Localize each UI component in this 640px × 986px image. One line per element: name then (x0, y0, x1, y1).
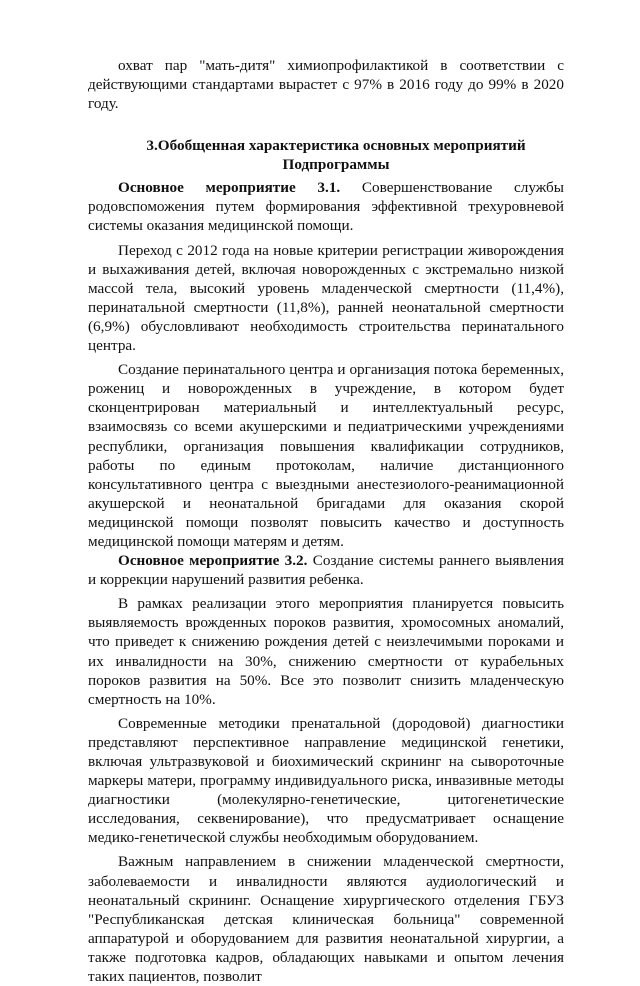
measure-3-2-paragraph (88, 551, 564, 589)
section-heading-line1: 3.Обобщенная характеристика основных мероприятий (146, 137, 526, 155)
implementation-paragraph: В рамках реализации этого мероприятия планируется повысить выявляемость врожденных пороков развития, хромосомных аномалий, что приведет к снижению рождения детей с неизлечимыми пороками и их инвалидности на 30%, снижению смертности от курабельных пороков развития на 50%. Все это позволит снизить младенческую смертность на 10%. (88, 595, 564, 708)
section-heading (88, 136, 564, 174)
intro-paragraph: охват пар "мать-дитя" химиопрофилактикой в соответствии с действующими стандартами вырастет с 97% в 2016 году до 99% в 2020 году. (88, 57, 564, 113)
measure-3-1-paragraph (88, 178, 564, 235)
measure-3-1-title: Основное мероприятие 3.1. (118, 179, 341, 197)
perinatal-center-paragraph: Создание перинатального центра и организация потока беременных, рожениц и новорожденных в учреждение, в котором будет сконцентрирован материальный и интеллектуальный ресурс, взаимосвязь со всеми акушерскими и педиатрическими учреждениями республики, организация повышения квалификации сотрудников, работы по единым протоколам, наличие дистанционного консультативного центра с выездными анестезиолого-реанимационной акушерской и неонатальной бригадами для оказания скорой медицинской помощи позволят повысить качество и доступность медицинской помощи матерям и детям. (88, 361, 564, 550)
prenatal-diagnostics-paragraph: Современные методики пренатальной (дородовой) диагностики представляют перспективное направление медицинской генетики, включая ультразвуковой и биохимический скрининг на сывороточные маркеры матери, программу индивидуального риска, инвазивные методы диагностики (молекулярно-генетические, цитогенетические исследования, секвенирование), что предусматривает оснащение медико-генетической службы необходимым оборудованием. (88, 714, 564, 847)
measure-3-2-text: Создание системы раннего выявления и коррекции нарушений развития ребенка. (88, 552, 564, 589)
transition-paragraph: Переход с 2012 года на новые критерии регистрации живорождения и выхаживания детей, включая новорожденных с экстремально низкой массой тела, высокий уровень младенческой смертности (11,4%), перинатальной смертности (11,8%), ранней неонатальной смертности (6,9%) обусловливают необходимость строительства перинатального центра. (88, 241, 564, 355)
measure-3-1-text: Совершенствование службы родовспоможения путем формирования эффективной трехуровневой системы оказания медицинской помощи. (88, 179, 564, 235)
screening-paragraph: Важным направлением в снижении младенческой смертности, заболеваемости и инвалидности являются аудиологический и неонатальный скрининг. Оснащение хирургического отделения ГБУЗ "Республиканская детская клиническая больница" современной аппаратурой и оборудованием для развития неонатальной хирургии, а также подготовка кадров, обладающих навыками и опытом лечения таких пациентов, позволит (88, 853, 564, 986)
section-heading-line2: Подпрограммы (282, 156, 390, 174)
document-page (88, 56, 564, 986)
measure-3-2-title: Основное мероприятие 3.2. (118, 552, 308, 570)
